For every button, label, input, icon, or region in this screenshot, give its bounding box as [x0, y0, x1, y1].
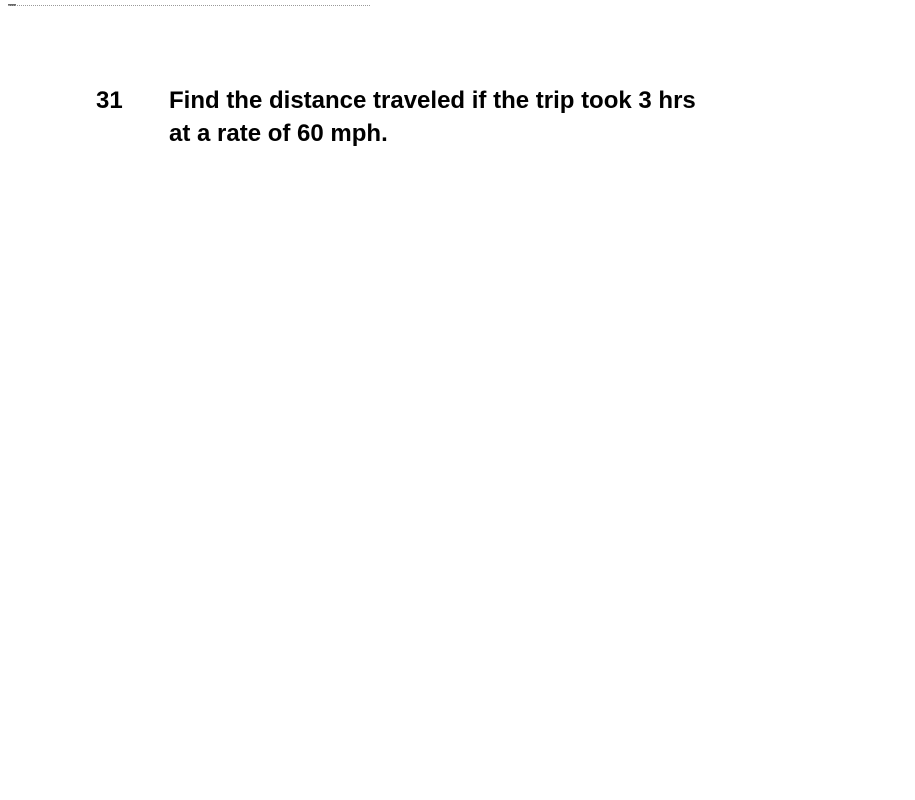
question-text	[169, 84, 809, 150]
question-text-line-2: at a rate of 60 mph.	[169, 120, 388, 147]
header-dotted-rule	[8, 5, 370, 6]
question-block	[96, 84, 809, 150]
question-number: 31	[96, 87, 123, 114]
question-text-line-1: Find the distance traveled if the trip took 3 hrs	[169, 87, 696, 114]
